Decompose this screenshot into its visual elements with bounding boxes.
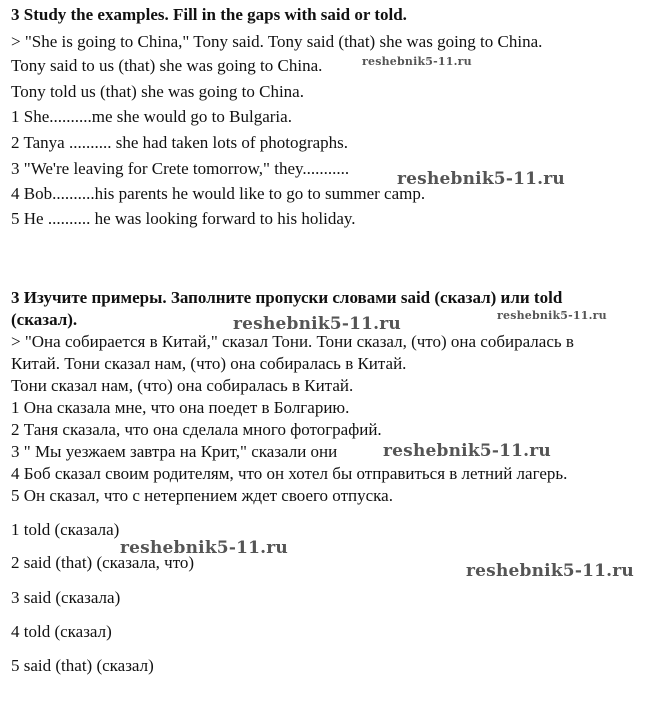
- russian-heading-line-1: 3 Изучите примеры. Заполните пропуски словами said (сказал) или told: [11, 288, 563, 307]
- watermark-7: reshebnik5-11.ru: [466, 561, 634, 581]
- english-item-3: 3 "We're leaving for Crete tomorrow," they...........: [11, 159, 350, 178]
- russian-item-1: 1 Она сказала мне, что она поедет в Болгарию.: [11, 398, 350, 417]
- english-line-3: Tony told us (that) she was going to China.: [11, 82, 304, 101]
- russian-item-3: 3 " Мы уезжаем завтра на Крит," сказали они: [11, 442, 338, 461]
- watermark-1: reshebnik5-11.ru: [362, 55, 472, 68]
- russian-item-4: 4 Боб сказал своим родителям, что он хотел бы отправиться в летний лагерь.: [11, 464, 568, 483]
- english-item-2: 2 Tanya .......... she had taken lots of photographs.: [11, 133, 349, 152]
- english-item-4: 4 Bob..........his parents he would like to go to summer camp.: [11, 184, 426, 203]
- english-line-1: > "She is going to China," Tony said. Tony said (that) she was going to China.: [11, 32, 543, 51]
- watermark-5: reshebnik5-11.ru: [383, 441, 551, 461]
- english-item-5: 5 He .......... he was looking forward to his holiday.: [11, 209, 356, 228]
- russian-heading-line-2: (сказал).: [11, 310, 78, 329]
- watermark-4: reshebnik5-11.ru: [497, 309, 607, 322]
- english-heading: 3 Study the examples. Fill in the gaps with said or told.: [11, 5, 407, 24]
- answer-4: 4 told (сказал): [11, 622, 112, 641]
- russian-line-3: Тони сказал нам, (что) она собиралась в Китай.: [11, 376, 354, 395]
- answer-3: 3 said (сказала): [11, 588, 121, 607]
- russian-line-2: Китай. Тони сказал нам, (что) она собиралась в Китай.: [11, 354, 407, 373]
- answer-5: 5 said (that) (сказал): [11, 656, 154, 675]
- russian-line-1: > "Она собирается в Китай," сказал Тони. Тони сказал, (что) она собиралась в: [11, 332, 574, 351]
- russian-item-5: 5 Он сказал, что с нетерпением ждет своего отпуска.: [11, 486, 393, 505]
- watermark-2: reshebnik5-11.ru: [397, 169, 565, 189]
- answer-2: 2 said (that) (сказала, что): [11, 553, 195, 572]
- answer-1: 1 told (сказала): [11, 520, 120, 539]
- english-item-1: 1 She..........me she would go to Bulgaria.: [11, 107, 292, 126]
- russian-item-2: 2 Таня сказала, что она сделала много фотографий.: [11, 420, 382, 439]
- watermark-3: reshebnik5-11.ru: [233, 314, 401, 334]
- english-line-2: Tony said to us (that) she was going to China.: [11, 56, 323, 75]
- watermark-6: reshebnik5-11.ru: [120, 538, 288, 558]
